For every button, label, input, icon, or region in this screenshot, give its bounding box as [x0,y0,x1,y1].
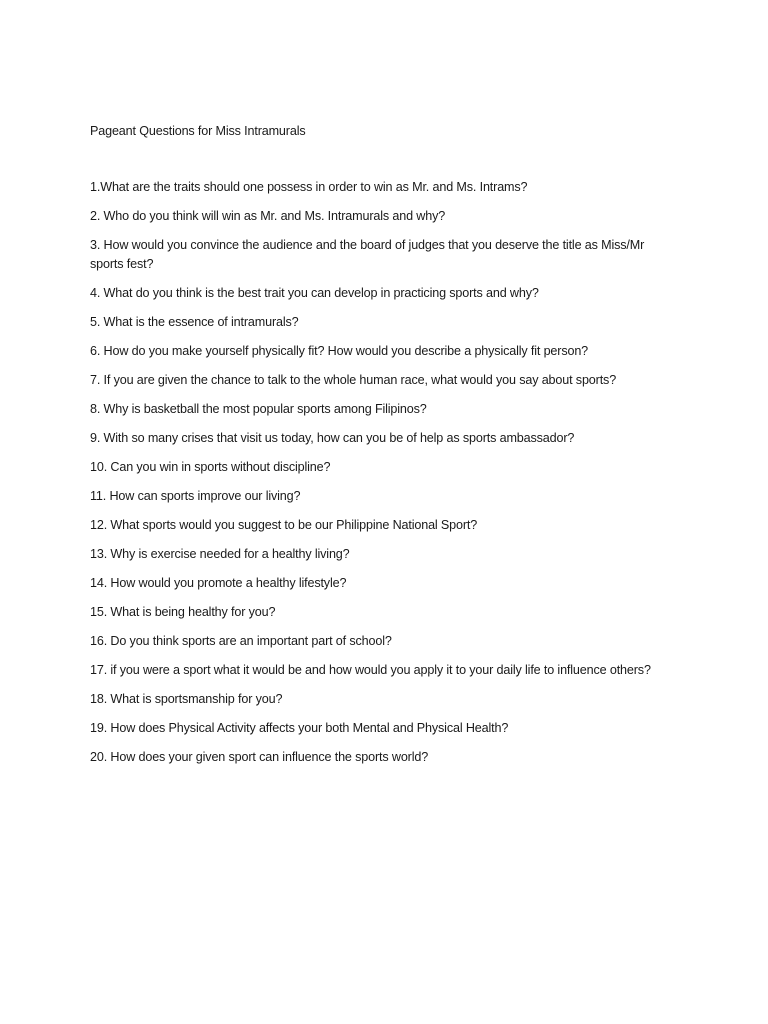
question-item: 17. if you were a sport what it would be and how would you apply it to your daily life to influence others? [90,663,651,677]
question-item: 4. What do you think is the best trait you can develop in practicing sports and why? [90,286,539,300]
question-item: 16. Do you think sports are an important part of school? [90,634,392,648]
question-item: 6. How do you make yourself physically fit? How would you describe a physically fit person? [90,344,589,358]
question-item: 5. What is the essence of intramurals? [90,315,299,329]
question-item: 9. With so many crises that visit us today, how can you be of help as sports ambassador? [90,431,575,445]
question-item: 7. If you are given the chance to talk to the whole human race, what would you say about sports? [90,373,617,387]
question-list [90,178,672,767]
question-item: 13. Why is exercise needed for a healthy living? [90,547,350,561]
question-item: 2. Who do you think will win as Mr. and Ms. Intramurals and why? [90,209,446,223]
document-title: Pageant Questions for Miss Intramurals [90,124,306,138]
question-item: 18. What is sportsmanship for you? [90,692,283,706]
question-item: 1.What are the traits should one possess in order to win as Mr. and Ms. Intrams? [90,180,528,194]
question-item: 14. How would you promote a healthy lifestyle? [90,576,347,590]
question-item: 15. What is being healthy for you? [90,605,276,619]
question-item: 10. Can you win in sports without discipline? [90,460,331,474]
question-item: 3. How would you convince the audience and the board of judges that you deserve the title as Miss/Mr sports fest? [90,238,645,271]
question-item: 11. How can sports improve our living? [90,489,301,503]
question-item: 12. What sports would you suggest to be our Philippine National Sport? [90,518,478,532]
question-item: 8. Why is basketball the most popular sports among Filipinos? [90,402,427,416]
question-item: 20. How does your given sport can influence the sports world? [90,750,429,764]
question-item: 19. How does Physical Activity affects your both Mental and Physical Health? [90,721,509,735]
